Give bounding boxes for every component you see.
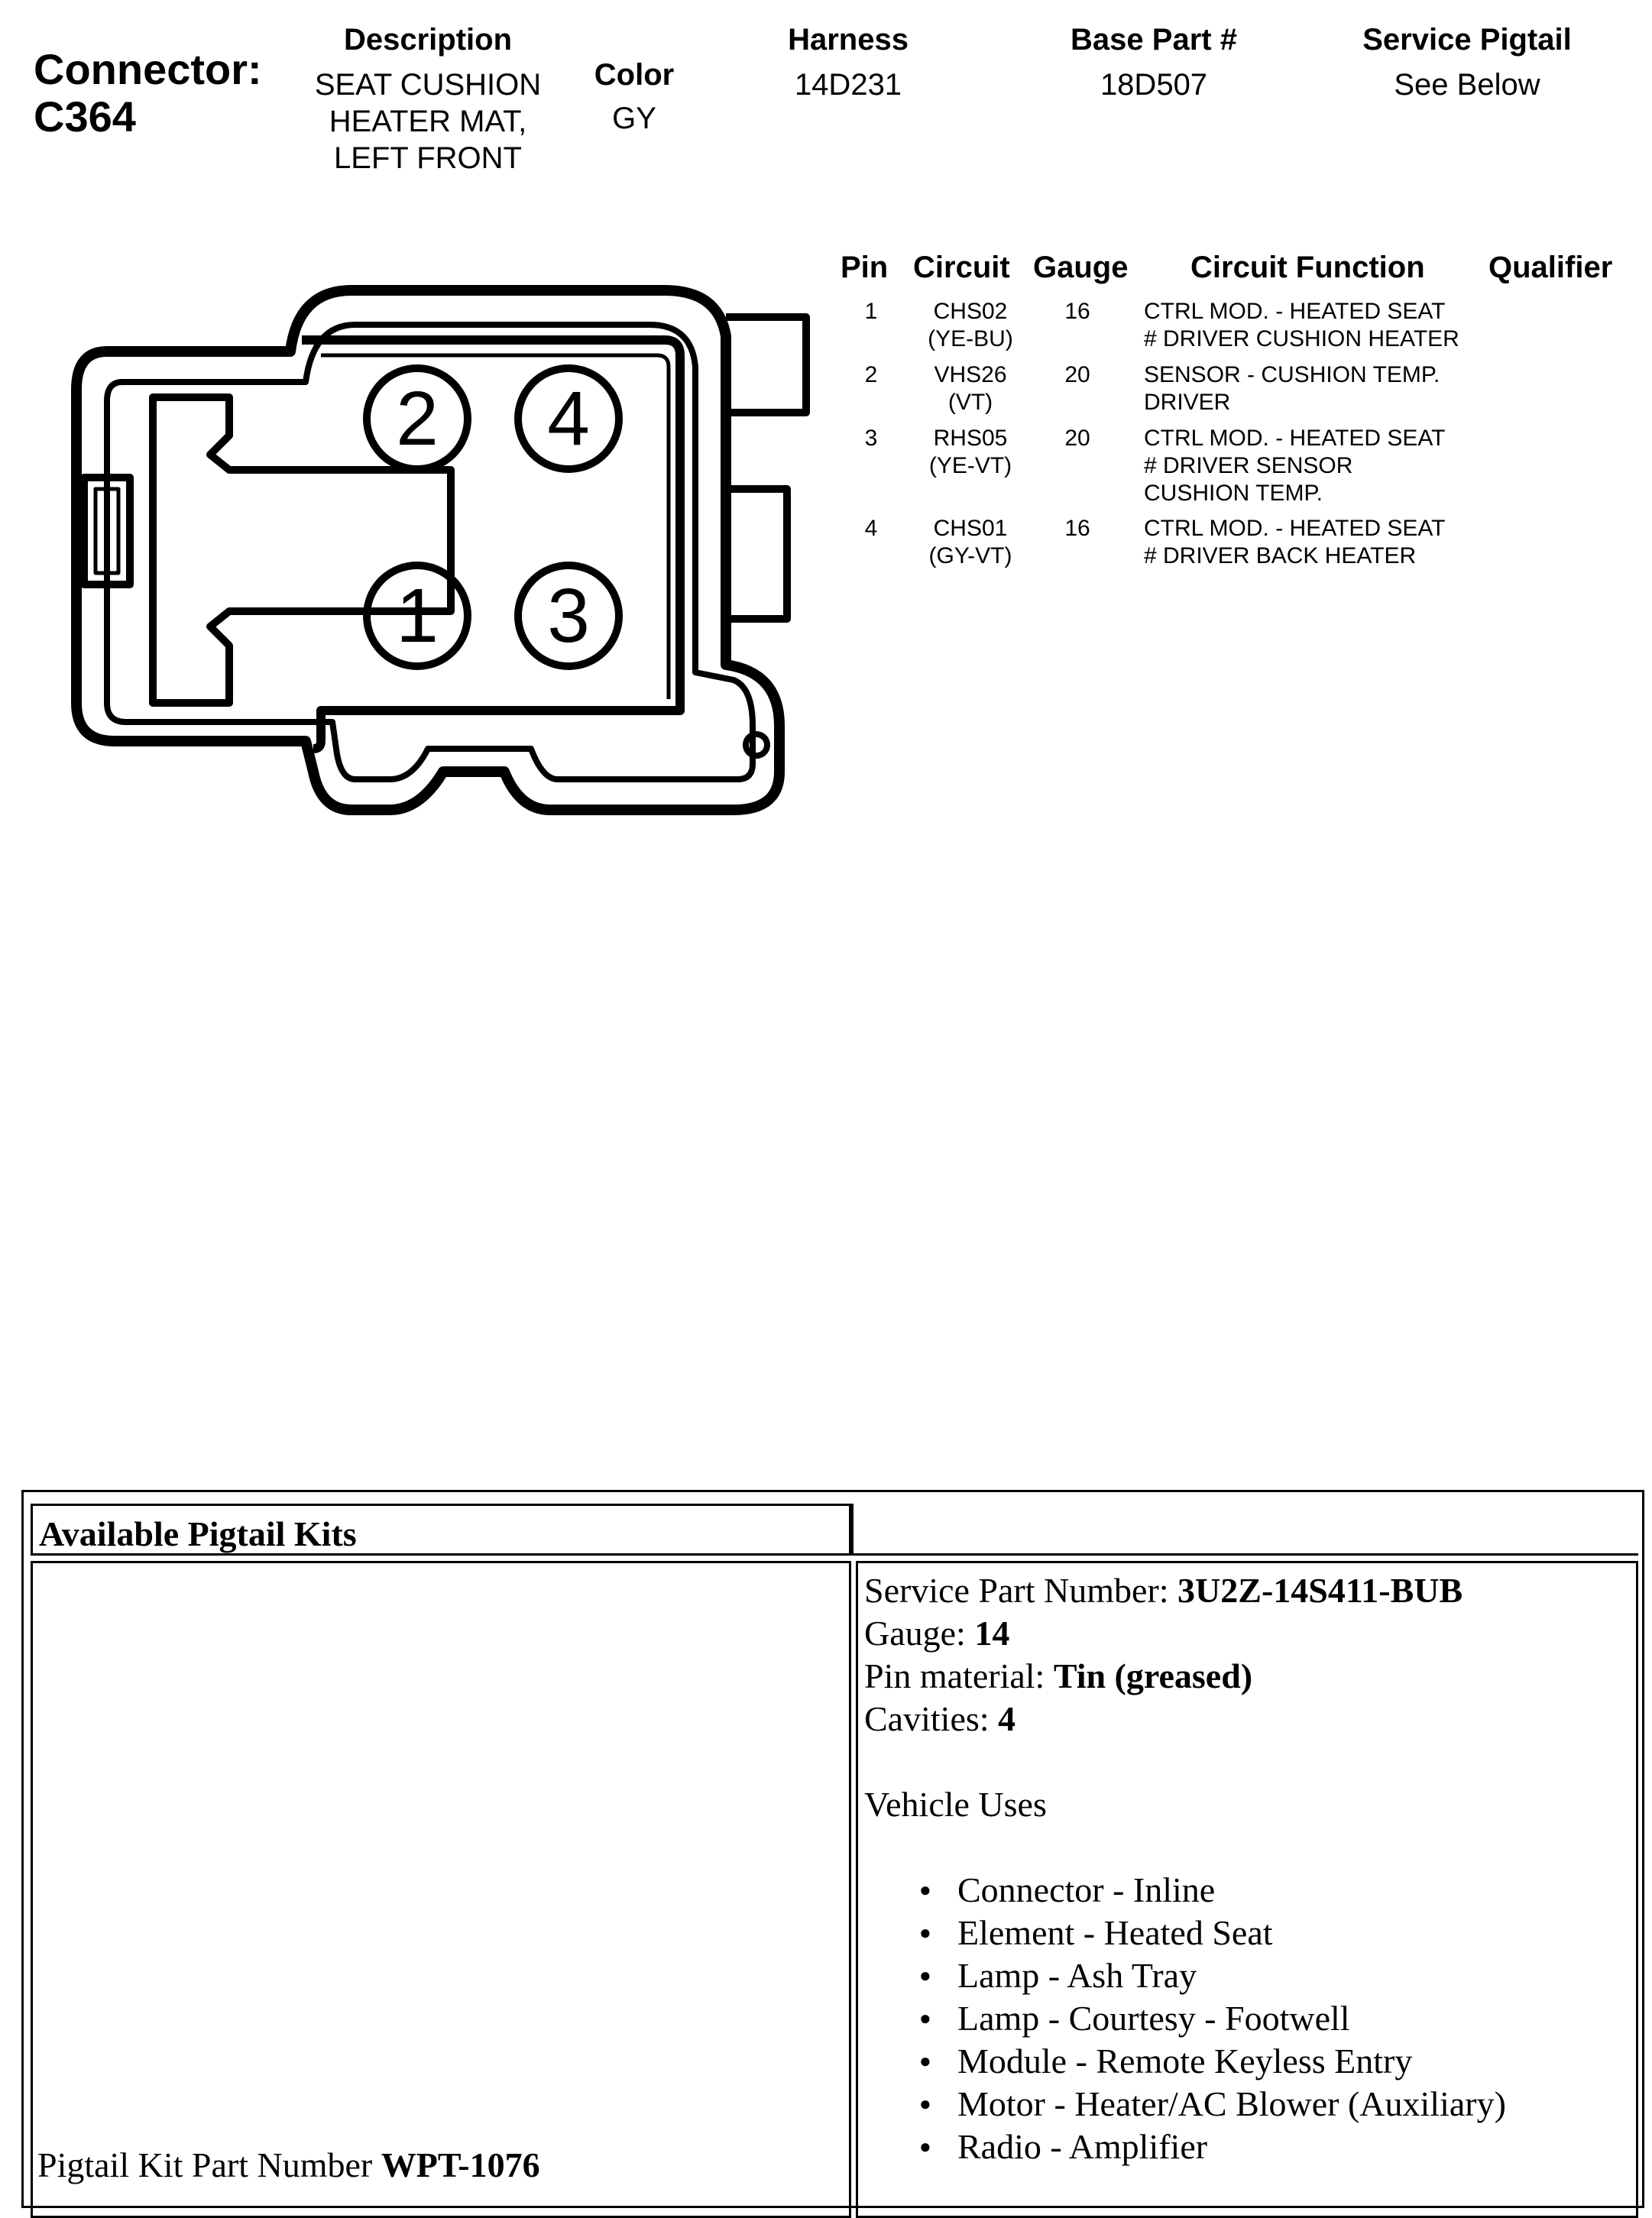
cavities bbox=[864, 1698, 1636, 1740]
pigtail-header-spacer bbox=[851, 1504, 1638, 1556]
circuit-function: CTRL MOD. - HEATED SEAT # DRIVER SENSOR CUSHION TEMP. bbox=[1144, 426, 1446, 506]
harness-column bbox=[734, 23, 963, 103]
pin-column-header: Pin bbox=[841, 251, 889, 284]
pin-number: 3 bbox=[864, 426, 878, 451]
connector-title bbox=[34, 46, 262, 141]
description-label: Description bbox=[343, 23, 513, 57]
pigtail-kit-part-value: WPT-1076 bbox=[381, 2145, 540, 2184]
cavity-label-1: 1 bbox=[396, 573, 439, 659]
pin-table bbox=[825, 251, 1643, 587]
pin-material bbox=[864, 1655, 1636, 1698]
circuit-function: CTRL MOD. - HEATED SEAT # DRIVER CUSHION HEATER bbox=[1144, 299, 1459, 351]
wire-gauge: 16 bbox=[1064, 516, 1090, 541]
circuit-column-header: Circuit bbox=[913, 251, 1010, 284]
service-part-label: Service Part Number: bbox=[864, 1571, 1178, 1610]
circuit-function: SENSOR - CUSHION TEMP. DRIVER bbox=[1144, 362, 1440, 415]
vehicle-uses-label: Vehicle Uses bbox=[864, 1785, 1047, 1824]
vehicle-uses-list bbox=[919, 1869, 1636, 2168]
harness-label: Harness bbox=[788, 23, 909, 57]
cavity-housing bbox=[302, 340, 680, 749]
circuit-code: CHS01 (GY-VT) bbox=[928, 516, 1012, 568]
circuit-code: VHS26 (VT) bbox=[934, 362, 1007, 415]
pigtail-kit-part-label: Pigtail Kit Part Number bbox=[37, 2145, 381, 2184]
pin-material-label: Pin material: bbox=[864, 1656, 1054, 1695]
qualifier-column-header: Qualifier bbox=[1488, 251, 1613, 284]
kit-gauge bbox=[864, 1612, 1636, 1655]
harness-value: 14D231 bbox=[794, 68, 902, 102]
list-item: ● Element - Heated Seat bbox=[919, 1912, 1636, 1954]
connector-label: Connector: bbox=[34, 45, 262, 93]
description-value: SEAT CUSHION HEATER MAT, LEFT FRONT bbox=[314, 68, 542, 175]
cavity-group bbox=[367, 368, 619, 666]
color-label: Color bbox=[594, 58, 675, 92]
cavities-label: Cavities: bbox=[864, 1699, 999, 1738]
wire-gauge: 16 bbox=[1064, 299, 1090, 324]
cavity-label-3: 3 bbox=[547, 573, 590, 659]
pin-material-value: Tin (greased) bbox=[1053, 1656, 1253, 1695]
function-column-header: Circuit Function bbox=[1190, 251, 1425, 284]
right-lower-tab bbox=[726, 489, 787, 619]
polarizing-dot bbox=[746, 734, 767, 756]
pigtail-kit-cell bbox=[31, 1561, 851, 2218]
service-part-value: 3U2Z-14S411-BUB bbox=[1177, 1571, 1463, 1610]
service-pigtail-value: See Below bbox=[1394, 68, 1540, 102]
color-value: GY bbox=[612, 102, 656, 135]
pin-number: 1 bbox=[864, 299, 878, 324]
list-item: ● Radio - Amplifier bbox=[919, 2126, 1636, 2168]
pigtail-kits-title: Available Pigtail Kits bbox=[39, 1514, 357, 1553]
service-part-number bbox=[864, 1569, 1636, 1612]
service-pigtail-label: Service Pigtail bbox=[1362, 23, 1572, 57]
circuit-code: CHS02 (YE-BU) bbox=[928, 299, 1013, 351]
pin-number: 2 bbox=[864, 362, 878, 387]
service-pigtail-column bbox=[1330, 23, 1605, 103]
circuit-code: RHS05 (YE-VT) bbox=[928, 426, 1012, 478]
wire-gauge: 20 bbox=[1064, 362, 1090, 387]
right-upper-tab bbox=[726, 317, 806, 413]
cavities-value: 4 bbox=[998, 1699, 1016, 1738]
base-part-column bbox=[1039, 23, 1268, 103]
cavity-label-4: 4 bbox=[547, 376, 590, 461]
connector-face-diagram bbox=[61, 283, 810, 833]
circuit-function: CTRL MOD. - HEATED SEAT # DRIVER BACK HEATER bbox=[1144, 516, 1446, 568]
pin-number: 4 bbox=[864, 516, 878, 541]
list-item: ● Module - Remote Keyless Entry bbox=[919, 2040, 1636, 2083]
color-column bbox=[565, 58, 703, 137]
kit-gauge-value: 14 bbox=[974, 1614, 1010, 1653]
base-part-value: 18D507 bbox=[1100, 68, 1208, 102]
pigtail-kit-part bbox=[37, 2144, 540, 2187]
list-item: ● Connector - Inline bbox=[919, 1869, 1636, 1912]
cavity-label-2: 2 bbox=[396, 376, 439, 461]
base-part-label: Base Part # bbox=[1071, 23, 1237, 57]
list-item: ● Lamp - Courtesy - Footwell bbox=[919, 1997, 1636, 2040]
wire-gauge: 20 bbox=[1064, 426, 1090, 451]
pigtail-kits-title-cell bbox=[31, 1504, 851, 1556]
service-part-cell bbox=[856, 1561, 1638, 2218]
connector-id: C364 bbox=[34, 92, 136, 141]
kit-gauge-label: Gauge: bbox=[864, 1614, 975, 1653]
list-item: ● Motor - Heater/AC Blower (Auxiliary) bbox=[919, 2083, 1636, 2126]
gauge-column-header: Gauge bbox=[1033, 251, 1129, 284]
description-column bbox=[290, 23, 565, 176]
list-item: ● Lamp - Ash Tray bbox=[919, 1954, 1636, 1997]
